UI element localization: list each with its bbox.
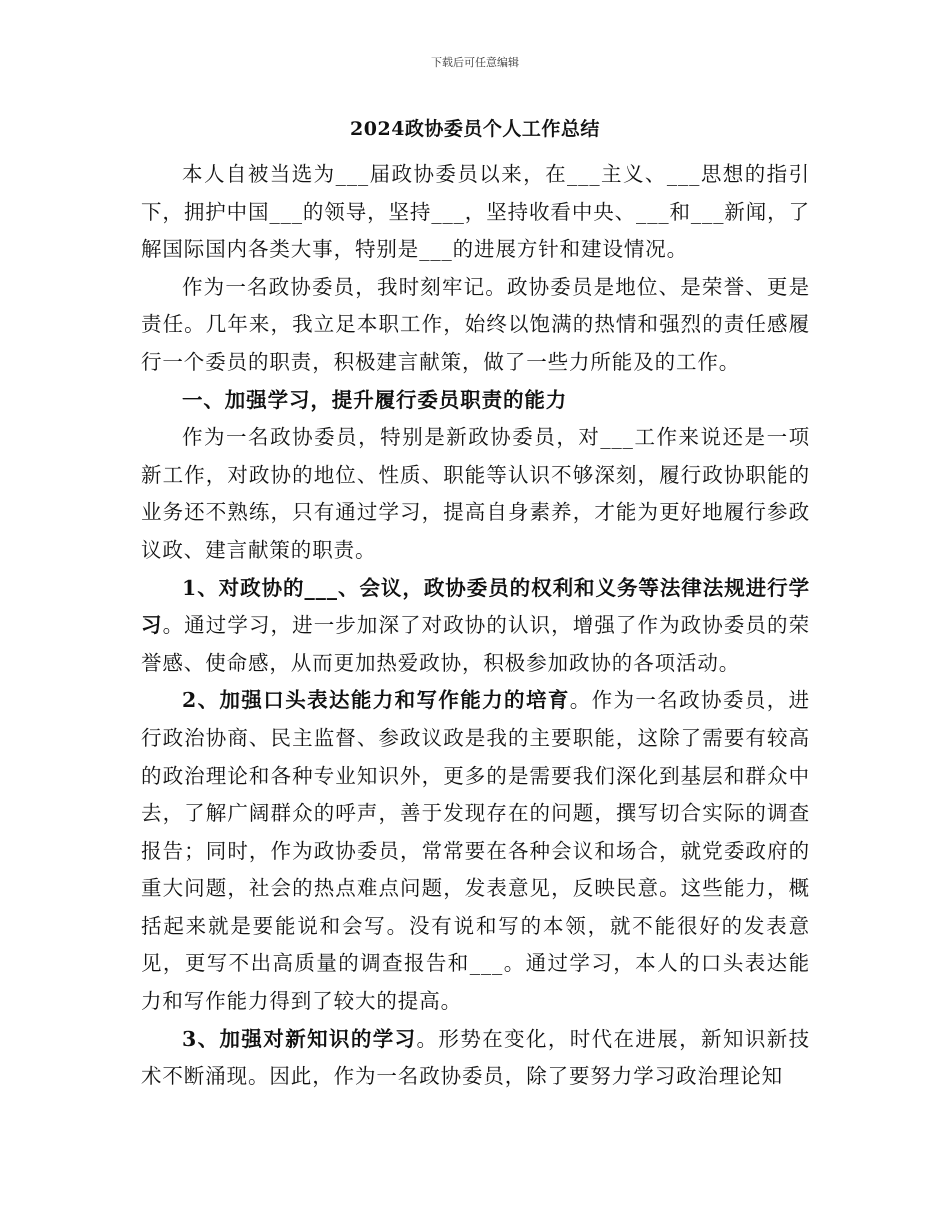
item-1-lead: 1、对政协的___、会议，政协委员的权利和义务等法律法规进行学习 bbox=[141, 575, 810, 638]
document-body bbox=[141, 156, 810, 1096]
item-1-text: 。通过学习，进一步加深了对政协的认识，增强了作为政协委员的荣誉感、使命感，从而更加热爱政协，积极参加政协的各项活动。 bbox=[141, 613, 810, 675]
paragraph-item-1 bbox=[141, 570, 810, 683]
paragraph-study-need: 作为一名政协委员，特别是新政协委员，对___工作来说还是一项新工作，对政协的地位、性质、职能等认识不够深刻，履行政协职能的业务还不熟练，只有通过学习，提高自身素养，才能为更好地履行参政议政、建言献策的职责。 bbox=[141, 425, 810, 562]
section-heading-1: 一、加强学习，提升履行委员职责的能力 bbox=[182, 387, 568, 412]
item-2-text: 。作为一名政协委员，进行政治协商、民主监督、参政议政是我的主要职能，这除了需要有较高的政治理论和各种专业知识外，更多的是需要我们深化到基层和群众中去，了解广阔群众的呼声，善于发现存在的问题，撰写切合实际的调查报告；同时，作为政协委员，常常要在各种会议和场合，就党委政府的重大问题，社会的热点难点问题，发表意见，反映民意。这些能力，概括起来就是要能说和会写。没有说和写的本领，就不能很好的发表意见，更写不出高质量的调查报告和___。通过学习，本人的口头表达能力和写作能力得到了较大的提高。 bbox=[141, 688, 810, 1014]
paragraph-responsibility: 作为一名政协委员，我时刻牢记。政协委员是地位、是荣誉、更是责任。几年来，我立足本职工作，始终以饱满的热情和强烈的责任感履行一个委员的职责，积极建言献策，做了一些力所能及的工作。 bbox=[141, 274, 810, 374]
header-note: 下载后可任意编辑 bbox=[431, 56, 519, 69]
paragraph-item-2 bbox=[141, 682, 810, 1020]
paragraph-intro: 本人自被当选为___届政协委员以来，在___主义、___思想的指引下，拥护中国___的领导，坚持___，坚持收看中央、___和___新闻，了解国际国内各类大事，特别是___的进展方针和建设情况。 bbox=[141, 162, 810, 262]
document-title: 2024政协委员个人工作总结 bbox=[350, 118, 600, 140]
item-2-lead: 2、加强口头表达能力和写作能力的培育 bbox=[182, 688, 570, 713]
paragraph-item-3 bbox=[141, 1021, 810, 1096]
item-3-text: 。形势在变化，时代在进展，新知识新技术不断涌现。因此，作为一名政协委员，除了要努力学习政治理论知 bbox=[141, 1026, 811, 1089]
item-3-lead: 3、加强对新知识的学习 bbox=[182, 1026, 417, 1051]
